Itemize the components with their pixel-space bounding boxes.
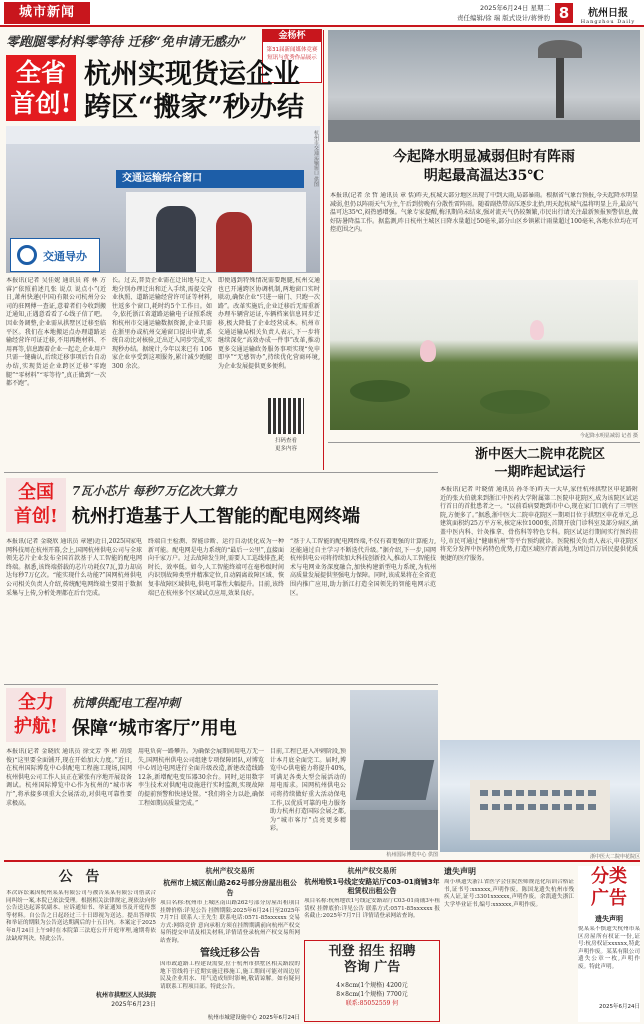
lost-body: 周小琪遗失浙江省医学会住院医师规范化培训合格证书,证书号:xxxxxx,声明作废。陈国龙遗失杭州市残疾人证,证号:3301xxxxxx,声明作废。余凯遗失浙江大学毕业证书,编号:xxxxxx,声明作废。 — [444, 879, 574, 908]
main-photo — [6, 126, 320, 273]
main-title-line2: 跨区“搬家”秒办结 — [84, 92, 305, 123]
classified-title1: 分类 — [591, 866, 627, 887]
notice-ad — [6, 866, 156, 1022]
hospital-photo — [440, 740, 640, 852]
power-badge — [6, 688, 66, 742]
editor-line: 责任编辑/徐 瑞 版式设计/蒋誉豹 — [456, 14, 550, 22]
divider — [4, 684, 438, 685]
recruit-title2: 咨询 广告 — [343, 960, 401, 975]
chip-col1: 本报讯(记者 金晓欣 通讯员 章建)近日,2025国家电网科技周在杭州开幕,会上,国网杭州供电公司与全球领先芯片企业发布全国首款基于人工智能的配电网终端。据悉,该终端搭载的芯片功耗仅7瓦,算力却高达每秒7万亿次。“能实现什么功能?”国网杭州供电公司相关负责人介绍,传统配电网终端主要用于数据采集与上传,分析处理都在后台完成。 — [6, 538, 142, 597]
hospital-body: 本报讯(记者 叶晓倩 通讯员 孙冬冬)昨天一大早,家住杭州拱墅区申花路附近的张大伯就来到浙江中医药大学附属第二医院申花院区,成为该院区试运行首日的首批患者之一。“以前看病要跑到市中心,现在家门口就有了三甲医院,方便多了。”据悉,浙中医大二院申花院区一期项目位于拱墅区申花单元,总建筑面积约25万平方米,核定床位1000张,首期开放门诊科室及部分病区,涵盖中医内科、针灸推拿、骨伤科等特色专科。院区试运行期间实行预约挂号,市民可通过“健康杭州”等平台预约就诊。医院相关负责人表示,申花院区将充分发挥中医药特色优势,打造区域医疗新高地,为周边百万居民提供优质便捷的医疗服务。 — [440, 486, 638, 562]
power-photo — [350, 690, 438, 850]
recruit-price1: 4×8cm(1个规格) 4200元 — [336, 982, 408, 989]
transfer-body: 项目名称:杭州市上城区南山路262号部分房屋出租项目 挂牌价格:详见公告 挂牌期限:2025年6月24日至2025年7月7日 联系人:王先生 联系电话:0571-85xxxxxx 交易方式:网络竞价 意向承租方须在挂牌期满前向杭州产权交易所提交申请及相关材料,详情请登录杭州产权交易所网站查询。 — [160, 900, 300, 944]
chip-col3: “基于人工智能的配电网终端,不仅有着更强的计算能力,还能通过自主学习不断迭代升级。”据介绍,下一步,国网杭州供电公司将持续加大科技创新投入,推动人工智能技术与电网业务深度融合,加快构建新型电力系统,为杭州高质量发展提供坚强电力保障。同时,该成果将在全省范围内推广应用,助力浙江打造全国领先的智能电网示范区。 — [290, 538, 436, 597]
hospital-photo-caption: 浙中医大二院申花院区 — [589, 854, 640, 860]
qr-caption1: 扫码查看 — [274, 438, 297, 444]
notice-sign2: 2025年6月23日 — [111, 1001, 156, 1008]
classified-sub: 遗失声明 — [595, 915, 623, 923]
lost-ad — [444, 866, 574, 1022]
divider — [328, 442, 640, 443]
paper-name: 杭州日报 — [588, 8, 628, 19]
weather-title-line2: 明起最高温达35℃ — [423, 168, 545, 184]
qr-caption2: 更多内容 — [274, 446, 297, 452]
weather-photo-caption: 今起降水明显减弱 记者 摄 — [579, 433, 638, 439]
classified-title2: 广告 — [591, 888, 627, 909]
transfer-header: 杭州产权交易所 — [205, 867, 255, 875]
main-kicker: 零跑腿零材料零等待 迁移“免申请无感办” — [6, 35, 247, 50]
hospital-title-line1: 浙中医大二院申花院区 — [474, 447, 605, 462]
chip-badge-line1: 全国 — [18, 482, 54, 503]
guide-board — [10, 238, 100, 272]
pipeline-body: 因市政道路工程建设需要,位于杭州市拱墅区相关路段的地下管线将于近期实施迁移施工,施工期间可能对周边居民及企业用水、用气造成短时影响,敬请谅解。如有疑问请联系工程项目部。特此公告。 — [160, 961, 300, 990]
chip-col2: 终端自主检测、智能诊断、运行自动优化成为一种新可能。配电网是电力系统的“最后一公里”,直接面向千家万户。过去故障发生时,需要人工巡线排查,耗时长、效率低。如今,人工智能终端可在毫秒级时间内识别故障类型并精准定位,自动隔离故障区域、恢复非故障区域供电,供电可靠性大幅提升。目前,该终端已在杭州多个区域试点应用,效果良好。 — [148, 538, 284, 597]
main-badge-line2: 首创! — [10, 89, 72, 118]
divider — [4, 472, 438, 473]
recruit-phone: 联系:85052559 何 — [345, 1000, 399, 1007]
recruit-price2: 8×8cm(1个规格) 7700元 — [336, 991, 408, 998]
qr-code[interactable] — [268, 398, 304, 434]
power-badge-line1: 全力 — [18, 692, 54, 713]
section-label: 城市新闻 — [4, 2, 90, 24]
power-col1: 本报讯(记者 金晓欣 通讯员 徐文芳 李 彬 胡虔俊)“这里要全面铺开,现在开始加大力度。”近日,在杭州国际博览中心供配电工程施工现场,国网杭州供电公司工作人员正在紧张有序地开展设备调试。杭州国际博览中心作为杭州的“城市客厅”,将承接多项重大会展活动,对供电可靠性要求极高。 — [6, 748, 132, 807]
power-photo-caption: 杭州国际博览中心 供图 — [386, 852, 438, 858]
notice-title: 公 告 — [58, 869, 104, 885]
pipeline-sign: 杭州市城建设施中心 2025年6月24日 — [207, 1015, 300, 1021]
award-title: 金杨杯 — [263, 30, 321, 42]
weather-title-line1: 今起降水明显减弱但时有阵雨 — [393, 149, 575, 165]
main-badge — [6, 55, 76, 121]
hospital-title — [440, 446, 640, 482]
photo-sign: 交通运输综合窗口 — [116, 170, 304, 188]
transfer2-body: 项目名称:杭州地铁1号线定安路站厅C03-01商铺3年租赁权 挂牌底价:详见公告 联系方式:0571-85xxxxxx 报名截止:2025年7月7日 详情请登录网站查询。 — [304, 898, 440, 920]
power-kicker: 杭博供配电工程冲刺 — [72, 696, 181, 710]
lotus-photo — [330, 280, 638, 430]
transfer2-header: 杭州产权交易所 — [347, 867, 397, 875]
recruit-ad — [304, 940, 440, 1022]
chip-badge-line2: 首创! — [14, 506, 58, 527]
paper-name-en: Hangzhou Daily — [580, 19, 636, 25]
award-sub2: 短讯与优秀作品展示 — [267, 55, 317, 61]
chip-title: 杭州打造基于人工智能的配电网终端 — [72, 506, 360, 527]
notice-body: 本次诉讼案因杭州某某有限公司与被告某某有限公司借款合同纠纷一案,本院已依法受理。根据相关法律规定,现依法向你公告送达起诉状副本、应诉通知书、举证通知书及开庭传票等材料。自公告之日起经过三十日即视为送达。提出答辩状和举证的期限为公告送达期满后的十五日内。本案定于2025年8月24日上午9时在本院第三法庭公开开庭审理,逾期将依法缺席判决。特此公告。 — [6, 890, 156, 942]
transfer2-ad — [304, 866, 440, 938]
weather-photo — [328, 30, 640, 142]
lost-title: 遗失声明 — [444, 867, 476, 876]
paper-logo — [576, 4, 640, 25]
main-title — [84, 58, 324, 124]
power-badge-line2: 护航! — [14, 716, 58, 737]
main-badge-line1: 全省 — [15, 58, 66, 87]
main-col3: 即便遇到特殊情况需要跑腿,杭州交通也已开通跨区协调机制,两地窗口实时联动,确保企业“只进一扇门、只跑一次路”。改革实施后,企业迁移后无需重新办理车辆营运证,车辆档案信息同步迁移,极大降低了企业经营成本。杭州市交通运输局相关负责人表示,下一步将继续深化“高效办成一件事”改革,推动更多交通运输政务服务事项实现“免申即享”“无感智办”,持续优化营商环境,为企业发展提供更多便利。 — [218, 277, 320, 370]
pipeline-title: 管线迁移公告 — [200, 948, 260, 959]
weather-body: 本报讯(记者 余 哲 通讯员 章 恬)昨天,杭城大部分地区出现了中到大雨,局部暴雨。根据省气象台预报,今天起降水明显减弱,但仍以阵雨天气为主,午后到傍晚有分散性雷阵雨。随着副热带高压逐步北抬,明天起杭城气温将明显上升,最高气温可达35℃,闷热感增强。气象专家提醒,梅汛期尚未结束,强对流天气仍较频繁,市民出行请关注最新预报预警信息,做好防暑降温工作。据监测,昨日杭州主城区日降水量超过50毫米,部分山区乡镇累计雨量超过100毫米,各地水位均在可控范围之内。 — [330, 192, 638, 234]
classified-ad — [578, 866, 640, 1022]
classified-body: 倪某某不慎遗失杭州市某区房屋所有权证一份,证号:杭房权证xxxxxx,特此声明作废。某某有限公司遗失公章一枚,声明作废。特此声明。 — [578, 926, 640, 970]
pipeline-ad — [160, 944, 300, 1022]
page-header — [0, 0, 644, 27]
power-col2: 用电负荷一路攀升。为确保会展期间用电万无一失,国网杭州供电公司组建专项保障团队,对博览中心周边电网进行全面升级改造,新建改造线路12条,新增配电变压器30余台。同时,运用数字孪生技术对供配电设施进行实时监测,实现故障的提前预警和快速处置。“我们将全力以赴,确保工程如期高质量完成。” — [138, 748, 264, 807]
guide-board-text: 交通导办 — [43, 250, 87, 263]
transfer2-title: 杭州地铁1号线定安路站厅C03-01商铺3年租赁权出租公告 — [304, 878, 440, 895]
ads-top-rule — [4, 860, 640, 862]
classified-date: 2025年6月24日 — [599, 1004, 640, 1010]
award-sub1: 第31届新闻媒体竞赛 — [266, 47, 318, 53]
page-number: 8 — [555, 3, 573, 23]
column-divider — [323, 30, 324, 470]
hospital-title-line2: 一期昨起试运行 — [494, 465, 586, 480]
transfer-title: 杭州市上城区南山路262号部分房屋出租公告 — [163, 879, 297, 897]
notice-sign1: 杭州市拱墅区人民法院 — [95, 992, 156, 999]
power-col3: 目前,工程已进入冲刺阶段,预计本月底全面完工。届时,博览中心供电能力将提升40%,可满足各类大型会展活动的用电需求。国网杭州供电公司将持续做好重大活动保电工作,以优质可靠的电力服务助力杭州打造国际会展之都,为“城市客厅”点亮更多精彩。 — [270, 748, 346, 833]
chip-kicker: 7瓦小芯片 每秒7万亿次大算力 — [72, 484, 237, 498]
weather-title — [328, 148, 640, 186]
qr-caption — [262, 436, 310, 452]
main-title-line1: 杭州实现货运企业 — [84, 59, 300, 90]
main-col2: 长。过去,普货企业需在迁出地与迁入地分别办理迁出和迁入手续,需提交营业执照、道路运输经营许可证等材料,往返多个窗口,耗时约5个工作日。如今,依托浙江省道路运输电子证照系统和杭州市交通运输数据资源,企业只需在浙里办或杭州交通窗口提出申请,系统自动比对核验,迁出迁入同步完成,实现秒办结。据统计,今年以来已有 106 家企业享受到这项服务,累计减少跑腿 300 余次。 — [112, 277, 212, 370]
date-line: 2025年6月24日 星期二 — [479, 4, 550, 12]
main-col1: 本报讯(记者 吴佳妮 通讯员 蒋 林 方 睿)“依照前述几张 说点 说点小”(近日,萧州快递(中国)有限公司杭州分公司的驻网傅一查证,意着者们今收到搬迁通知,正遇意看看了心线子信了吧。因业务调整,企业需从拱墅区迁移至临平区。我们在本地搬运点办理道路运输经营许可证迁移,不用再跑材料、不用再等,信息跟着企业一起走,企业用户只需一键确认,后续迁移事项后台自动办结,实现货运企业跨区迁移“零跑腿”“零材料”“零等待”,真正做到“一次都不跑”。 — [6, 277, 106, 388]
main-photo-caption: 杭州市交通运输窗口 供图 — [313, 130, 319, 187]
recruit-title1: 刊登 招生 招聘 — [328, 944, 416, 959]
chip-badge — [6, 478, 66, 532]
power-title: 保障“城市客厅”用电 — [72, 718, 237, 739]
transfer-ad — [160, 866, 300, 946]
